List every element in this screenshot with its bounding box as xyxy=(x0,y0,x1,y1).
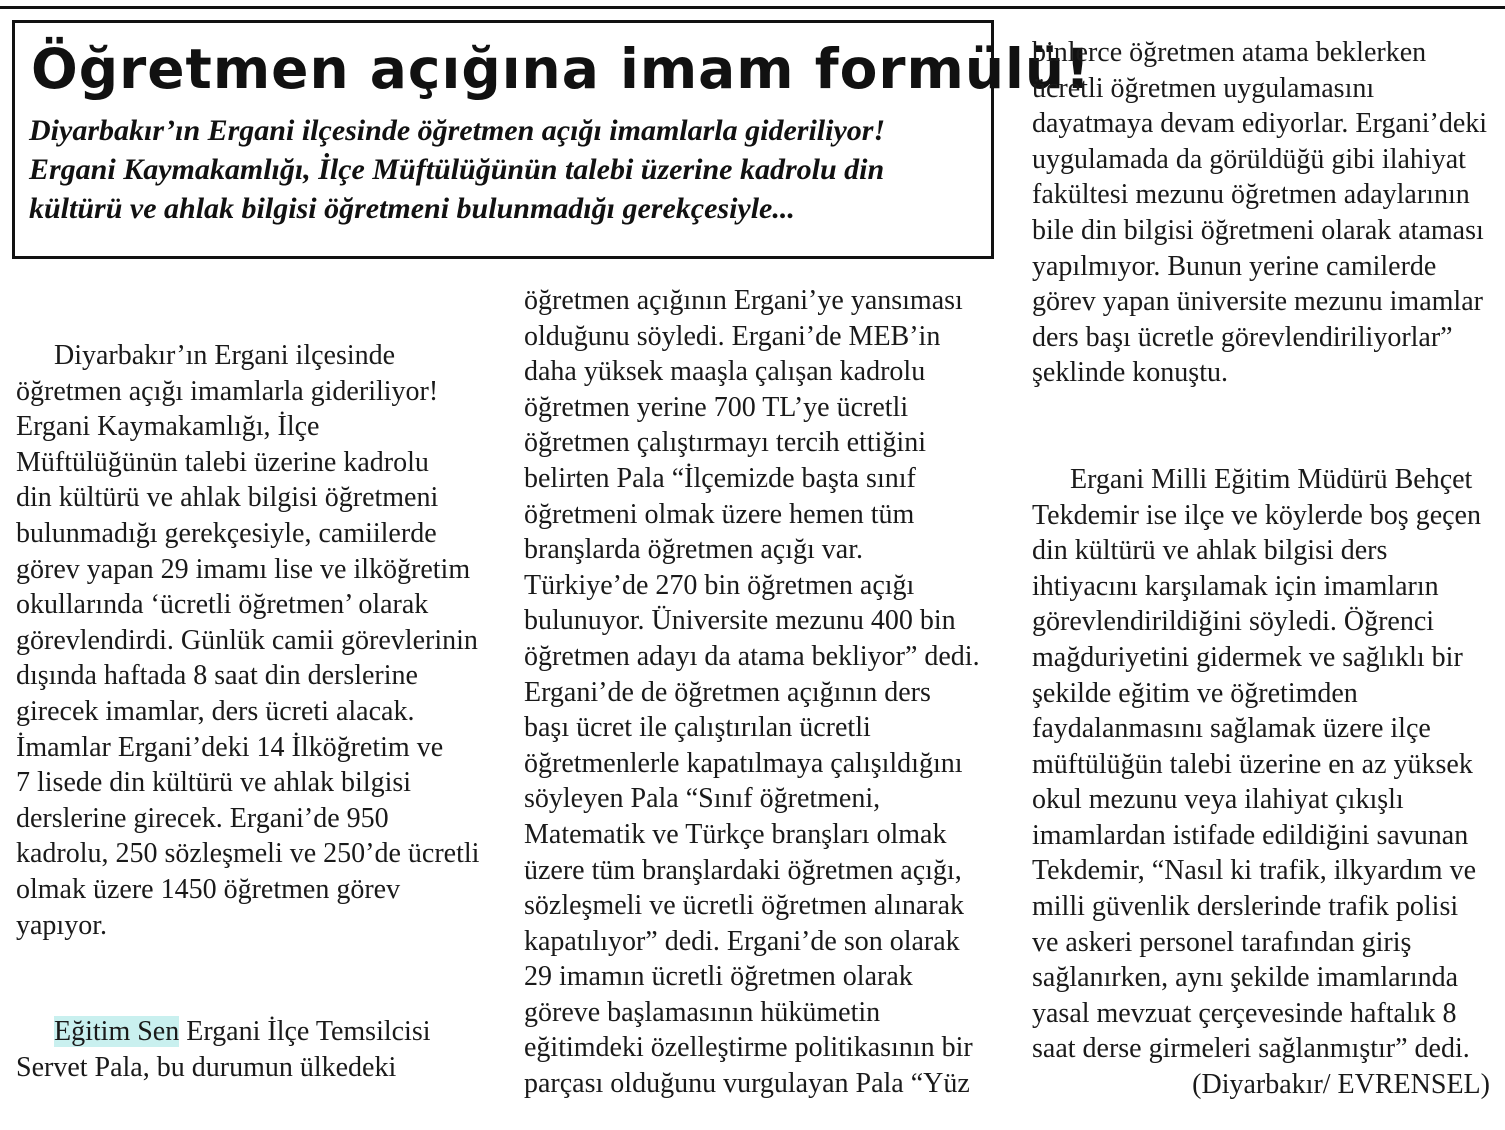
text-line: din kültürü ve ahlak bilgisi öğretmeni xyxy=(16,482,439,514)
text-line: öğretmen çalıştırmayı tercih ettiğini xyxy=(524,427,926,459)
text-line: üzere tüm branşlardaki öğretmen açığı, xyxy=(524,854,962,886)
text-line: İmamlar Ergani’deki 14 İlköğretim ve xyxy=(16,731,444,763)
text-line: derslerine girecek. Ergani’de 950 xyxy=(16,802,389,834)
headline: Öğretmen açığına imam formülü! xyxy=(31,37,1092,101)
text-line: parçası olduğunu vurgulayan Pala “Yüz xyxy=(524,1068,970,1100)
text-line: sözleşmeli ve ücretli öğretmen alınarak xyxy=(524,890,965,922)
text-line: saat derse girmeleri sağlanmıştır” dedi. xyxy=(1032,1033,1470,1065)
text-line: olmak üzere 1450 öğretmen görev xyxy=(16,873,401,905)
text-line: 7 lisede din kültürü ve ahlak bilgisi xyxy=(16,767,412,799)
text-line: olduğunu söyledi. Ergani’de MEB’in xyxy=(524,320,941,352)
headline-box xyxy=(12,20,1092,259)
paragraph-5 xyxy=(1032,462,1492,1067)
text-line: göreve başlamasının hükümetin xyxy=(524,996,881,1028)
text-line xyxy=(16,1016,431,1047)
text-line: öğretmen yerine 700 TL’ye ücretli xyxy=(524,391,909,423)
paragraph-4 xyxy=(1032,35,1492,391)
text-line: imamlardan istifade edildiğini savunan xyxy=(1032,819,1469,851)
text-line: Türkiye’de 270 bin öğretmen açığı xyxy=(524,569,915,601)
text-line: ders başı ücretle görevlendiriliyorlar” xyxy=(1032,321,1453,353)
text-line: eğitimdeki özelleştirme politikasının bir xyxy=(524,1032,973,1064)
text-line: öğretmen açığı imamlarla gideriliyor! xyxy=(16,375,439,407)
text-line: ve askeri personel tarafından giriş xyxy=(1032,926,1412,958)
paragraph-3 xyxy=(524,283,989,1102)
text-line: fakültesi mezunu öğretmen adaylarının xyxy=(1032,179,1470,211)
text-line: 29 imamın ücretli öğretmen olarak xyxy=(524,961,913,993)
text-line: görevlendirildiğini söyledi. Öğrenci xyxy=(1032,606,1435,638)
paragraph-2 xyxy=(16,1014,481,1085)
text-line: Servet Pala, bu durumun ülkedeki xyxy=(16,1051,397,1083)
column-1 xyxy=(16,338,481,1085)
text-line: bulunuyor. Üniversite mezunu 400 bin xyxy=(524,605,956,637)
text-line: Tekdemir ise ilçe ve köylerde boş geçen xyxy=(1032,499,1481,531)
text-line: Müftülüğünün talebi üzerine kadrolu xyxy=(16,446,429,478)
text-line: öğretmenlerle kapatılmaya çalışıldığını xyxy=(524,747,963,779)
text-line: mağduriyetini gidermek ve sağlıklı bir xyxy=(1032,641,1463,673)
text-line: uygulamada da görüldüğü gibi ilahiyat xyxy=(1032,143,1466,175)
text-line: Tekdemir, “Nasıl ki trafik, ilkyardım ve xyxy=(1032,855,1477,887)
text-fragment: Ergani İlçe Temsilcisi xyxy=(179,1016,431,1048)
text-line: daha yüksek maaşla çalışan kadrolu xyxy=(524,356,926,388)
text-line: söyleyen Pala “Sınıf öğretmeni, xyxy=(524,783,881,815)
deck-line: kültürü ve ahlak bilgisi öğretmeni bulunmadığı gerekçesiyle... xyxy=(29,192,795,225)
source-credit: (Diyarbakır/ EVRENSEL) xyxy=(1192,1069,1490,1101)
text-line: görev yapan üniversite mezunu imamlar xyxy=(1032,286,1483,318)
text-line: dışında haftada 8 saat din derslerine xyxy=(16,660,418,692)
text-line: Ergani Milli Eğitim Müdürü Behçet xyxy=(1070,463,1473,495)
text-line: Ergani’de de öğretmen açığının ders xyxy=(524,676,931,708)
text-line: belirten Pala “İlçemizde başta sınıf xyxy=(524,462,916,494)
text-line: öğretmen açığının Ergani’ye yansıması xyxy=(524,285,963,316)
text-line: Matematik ve Türkçe branşları olmak xyxy=(524,818,947,850)
deck-line: Diyarbakır’ın Ergani ilçesinde öğretmen açığı imamlarla gideriliyor! xyxy=(29,114,886,147)
text-line: yapılmıyor. Bunun yerine camilerde xyxy=(1032,250,1437,282)
text-line: şeklinde konuştu. xyxy=(1032,357,1228,389)
highlighted-text: Eğitim Sen xyxy=(54,1016,180,1048)
text-line: ücretli öğretmen uygulamasını xyxy=(1032,72,1375,104)
text-line: din kültürü ve ahlak bilgisi ders xyxy=(1032,535,1388,567)
text-line: öğretmeni olmak üzere hemen tüm xyxy=(524,498,915,530)
text-line: kapatılıyor” dedi. Ergani’de son olarak xyxy=(524,925,960,957)
text-line: binlerce öğretmen atama beklerken xyxy=(1032,37,1427,68)
text-line: kadrolu, 250 sözleşmeli ve 250’de ücretli xyxy=(16,838,480,870)
paragraph-1 xyxy=(16,338,481,943)
deck xyxy=(29,111,989,228)
text-line: başı ücret ile çalıştırılan ücretli xyxy=(524,712,871,744)
column-3 xyxy=(1032,35,1492,1103)
text-line: okul mezunu veya ilahiyat çıkışlı xyxy=(1032,784,1404,816)
text-line: Ergani Kaymakamlığı, İlçe xyxy=(16,411,320,443)
text-line: Diyarbakır’ın Ergani ilçesinde xyxy=(54,340,396,371)
text-line: faydalanmasını sağlamak üzere ilçe xyxy=(1032,713,1431,745)
text-line: müftülüğün talebi üzerine en az yüksek xyxy=(1032,748,1473,780)
text-line: okullarında ‘ücretli öğretmen’ olarak xyxy=(16,589,429,621)
text-line: branşlarda öğretmen açığı var. xyxy=(524,534,863,566)
text-line: görev yapan 29 imamı lise ve ilköğretim xyxy=(16,553,471,585)
text-line: yapıyor. xyxy=(16,909,107,941)
text-line: yasal mevzuat çerçevesinde haftalık 8 xyxy=(1032,997,1457,1029)
text-line: milli güvenlik derslerinde trafik polisi xyxy=(1032,891,1459,923)
text-line: girecek imamlar, ders ücreti alacak. xyxy=(16,695,415,727)
column-2 xyxy=(524,283,989,1102)
text-line: ihtiyacını karşılamak için imamların xyxy=(1032,570,1439,602)
text-line: dayatmaya devam ediyorlar. Ergani’deki xyxy=(1032,108,1488,140)
text-line: görevlendirdi. Günlük camii görevlerinin xyxy=(16,624,478,656)
text-line: bile din bilgisi öğretmeni olarak ataması xyxy=(1032,214,1484,246)
text-line: öğretmen adayı da atama bekliyor” dedi. xyxy=(524,640,980,672)
text-line: sağlanırken, aynı şekilde imamlarında xyxy=(1032,962,1459,994)
deck-line: Ergani Kaymakamlığı, İlçe Müftülüğünün talebi üzerine kadrolu din xyxy=(29,153,885,186)
text-line: şekilde eğitim ve öğretimden xyxy=(1032,677,1358,709)
top-rule xyxy=(0,6,1505,9)
text-line: bulunmadığı gerekçesiyle, camiilerde xyxy=(16,517,437,549)
